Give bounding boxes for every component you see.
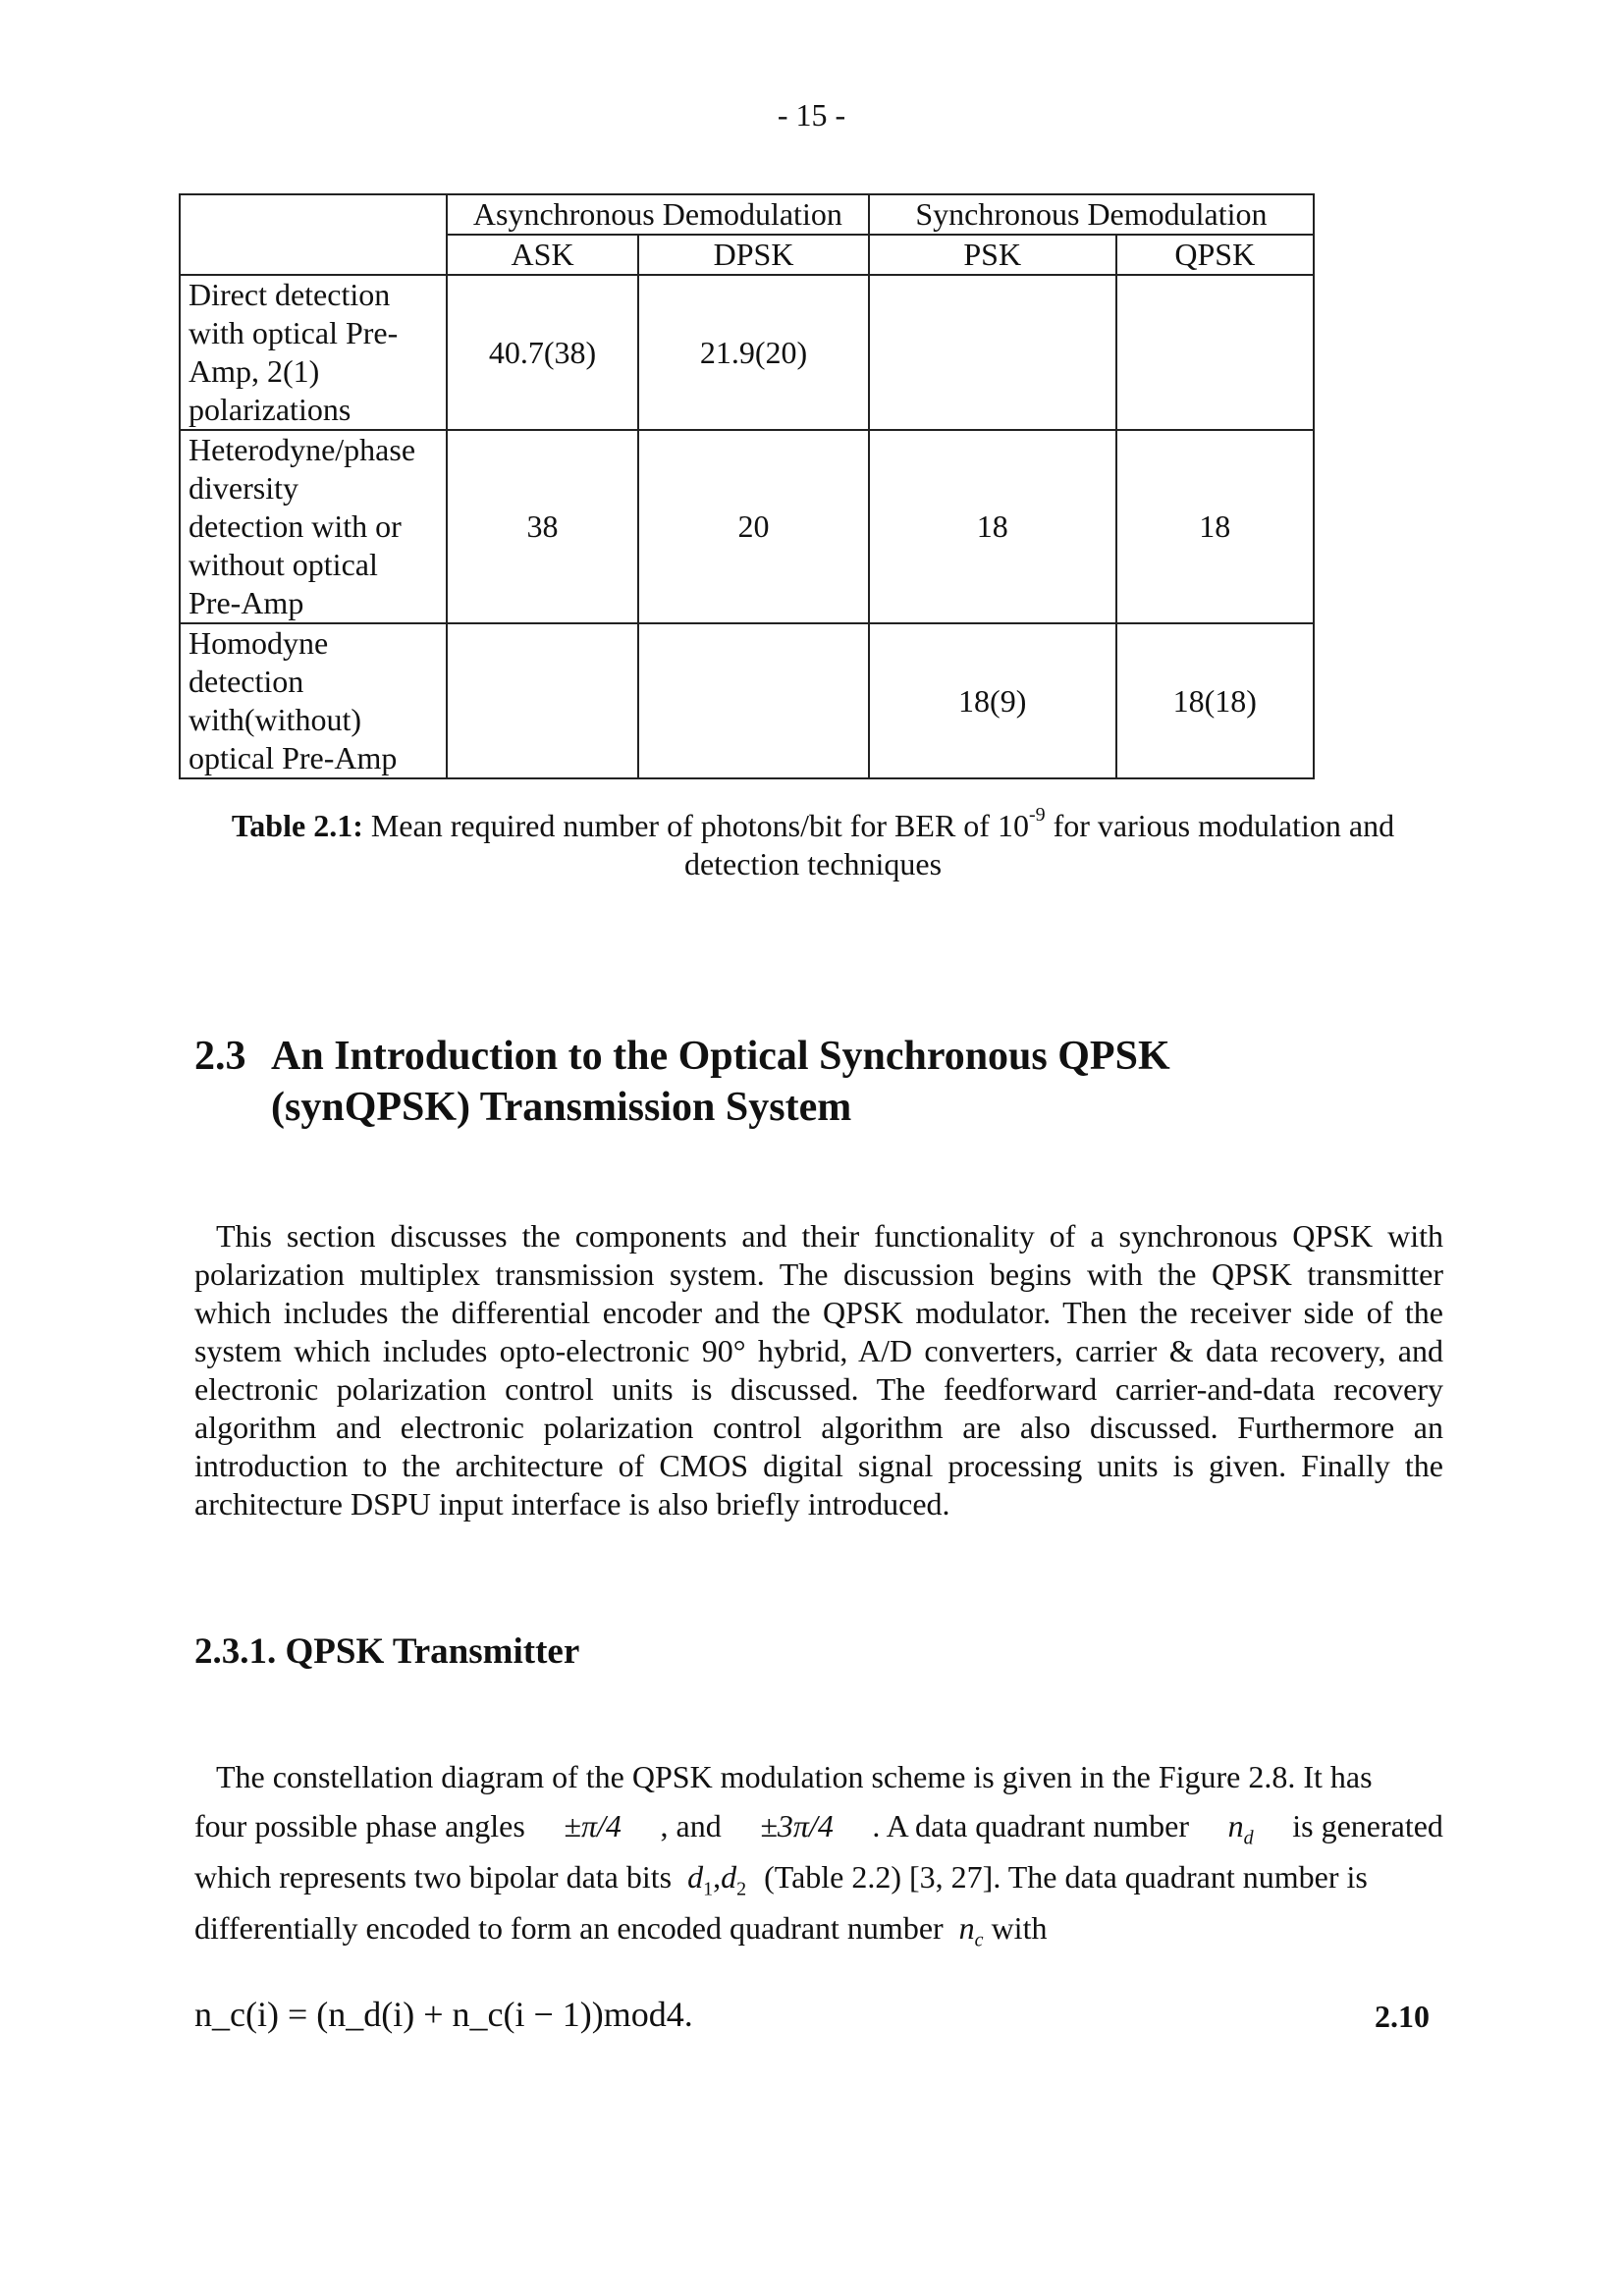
- paragraph-line: four possible phase angles ±π/4 , and ±3π/4 . A data quadrant number $n_d$ is generated: [194, 1808, 1443, 1849]
- table-cell: 21.9(20): [638, 275, 869, 430]
- subsection-heading: 2.3.1. QPSK Transmitter: [194, 1631, 580, 1672]
- table-cell: 18(18): [1116, 623, 1314, 778]
- equation-number: 2.10: [1375, 1999, 1430, 2034]
- row-label-homodyne: Homodyne detection with(without) optical Pre-Amp: [180, 623, 447, 778]
- column-header-dpsk: DPSK: [638, 235, 869, 275]
- column-header-qpsk: QPSK: [1116, 235, 1314, 275]
- table-cell: [869, 275, 1116, 430]
- table-corner-cell: [180, 194, 447, 275]
- paragraph-line: which represents two bipolar data bits $d_1,d_2$ (Table 2.2) [3, 27]. The data quadrant number is: [194, 1859, 1368, 1900]
- section-number: 2.3: [194, 1034, 246, 1079]
- paragraph-line: The constellation diagram of the QPSK modulation scheme is given in the Figure 2.8. It has: [216, 1759, 1373, 1794]
- table-caption: Table 2.1: Mean required number of photons/bit for BER of $10^{-9}$ for various modulation and detection techniques: [231, 804, 1395, 881]
- table-cell: 18: [1116, 430, 1314, 623]
- group-header-sync: Synchronous Demodulation: [869, 194, 1314, 235]
- table-cell: 40.7(38): [447, 275, 638, 430]
- table-cell: [447, 623, 638, 778]
- table-cell: [638, 623, 869, 778]
- section-title: An Introduction to the Optical Synchronous QPSK (synQPSK) Transmission System: [271, 1034, 1170, 1130]
- group-header-async: Asynchronous Demodulation: [447, 194, 869, 235]
- table-cell: 38: [447, 430, 638, 623]
- table-cell: [1116, 275, 1314, 430]
- column-header-ask: ASK: [447, 235, 638, 275]
- row-label-direct-detection: Direct detection with optical Pre- Amp, 2(1) polarizations: [180, 275, 447, 430]
- table-row: [180, 430, 1314, 623]
- row-label-heterodyne: Heterodyne/phase diversity detection with or without optical Pre-Amp: [180, 430, 447, 623]
- equation: n_c(i) = (n_d(i) + n_c(i − 1))mod4.: [194, 1995, 693, 2034]
- column-header-psk: PSK: [869, 235, 1116, 275]
- page-number: - 15 -: [777, 97, 846, 133]
- table-cell: 18: [869, 430, 1116, 623]
- table-row: [180, 623, 1314, 778]
- photons-per-bit-table: [179, 193, 1315, 779]
- paragraph-line: differentially encoded to form an encoded quadrant number $n_c$ with: [194, 1910, 1048, 1951]
- table-cell: 20: [638, 430, 869, 623]
- table-row: [180, 275, 1314, 430]
- table-cell: 18(9): [869, 623, 1116, 778]
- caption-label: Table 2.1:: [231, 808, 363, 843]
- section-paragraph: This section discusses the components and their functionality of a synchronous QPSK with polarization multiplex transmission system. The discussion begins with the QPSK transmitter which includes the differential encoder and the QPSK modulator. Then the receiver side of the system which includes opto-electronic 90° hybrid, A/D converters, carrier & data recovery, and electronic polarization control units is discussed. The feedforward carrier-and-data recovery algorithm and electronic polarization control algorithm are also discussed. Furthermore an introduction to the architecture of CMOS digital signal processing units is given. Finally the architecture DSPU input interface is also briefly introduced.: [194, 1218, 1443, 1522]
